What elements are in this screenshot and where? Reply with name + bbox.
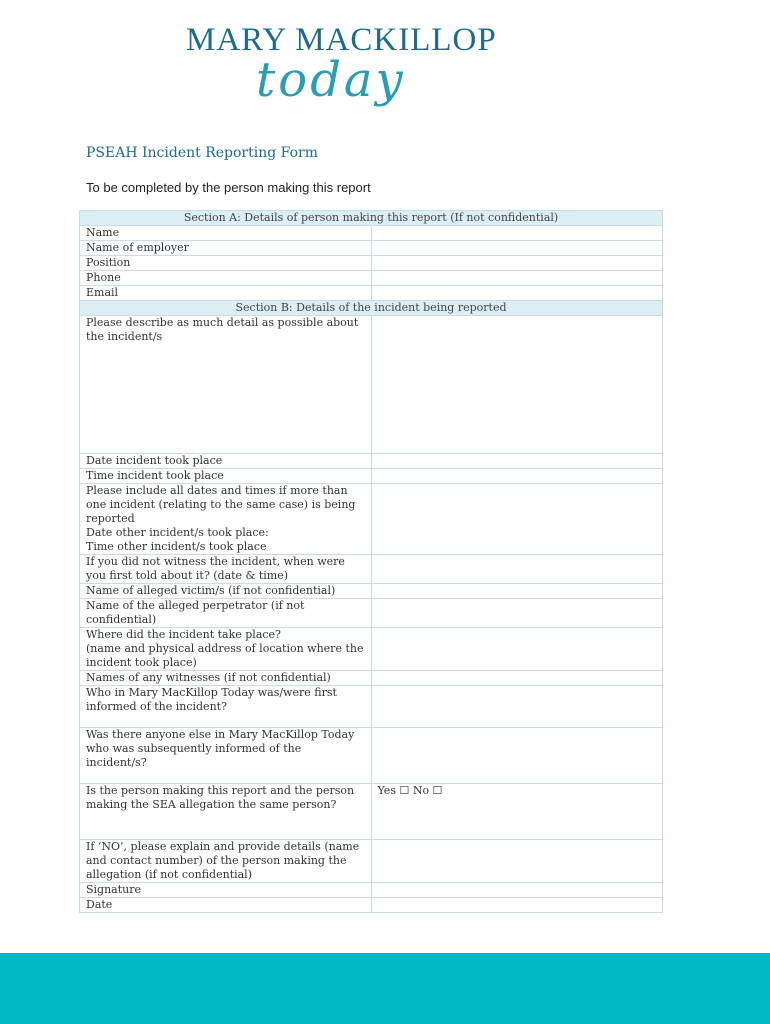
field-label: Was there anyone else in Mary MacKillop Today who was subsequently informed of the incident/s? bbox=[80, 728, 372, 784]
field-label: Name of the alleged perpetrator (if not confidential) bbox=[80, 599, 372, 628]
field-label: If you did not witness the incident, when were you first told about it? (date & time) bbox=[80, 555, 372, 584]
same-person-checkboxes[interactable]: Yes ☐ No ☐ bbox=[371, 784, 663, 840]
incident-time-field[interactable] bbox=[371, 469, 663, 484]
subsequently-informed-field[interactable] bbox=[371, 728, 663, 784]
form-row bbox=[80, 898, 663, 913]
form-row bbox=[80, 555, 663, 584]
field-label: Please describe as much detail as possible about the incident/s bbox=[80, 316, 372, 454]
form-row bbox=[80, 484, 663, 555]
form-row bbox=[80, 241, 663, 256]
logo bbox=[0, 22, 770, 132]
other-incidents-field[interactable] bbox=[371, 484, 663, 555]
section-a-header: Section A: Details of person making this report (If not confidential) bbox=[80, 211, 663, 226]
name-field[interactable] bbox=[371, 226, 663, 241]
form-row bbox=[80, 628, 663, 671]
form-row bbox=[80, 883, 663, 898]
form-row bbox=[80, 584, 663, 599]
first-informed-field[interactable] bbox=[371, 686, 663, 728]
field-label: Name of alleged victim/s (if not confidential) bbox=[80, 584, 372, 599]
form-row bbox=[80, 671, 663, 686]
section-a-header-row bbox=[80, 211, 663, 226]
witnesses-field[interactable] bbox=[371, 671, 663, 686]
form-title: PSEAH Incident Reporting Form bbox=[86, 145, 318, 161]
logo-script: today bbox=[256, 52, 406, 108]
field-label: Please include all dates and times if more than one incident (relating to the same case) is being reported Date other incident/s took place: Time other incident/s took place bbox=[80, 484, 372, 555]
field-label: Date incident took place bbox=[80, 454, 372, 469]
form-subtitle: To be completed by the person making this report bbox=[86, 180, 371, 195]
field-label: Phone bbox=[80, 271, 372, 286]
field-label: Position bbox=[80, 256, 372, 271]
field-label: Who in Mary MacKillop Today was/were first informed of the incident? bbox=[80, 686, 372, 728]
position-field[interactable] bbox=[371, 256, 663, 271]
form-row bbox=[80, 286, 663, 301]
field-label: Name of employer bbox=[80, 241, 372, 256]
first-told-field[interactable] bbox=[371, 555, 663, 584]
incident-date-field[interactable] bbox=[371, 454, 663, 469]
employer-field[interactable] bbox=[371, 241, 663, 256]
incident-description-field[interactable] bbox=[371, 316, 663, 454]
field-label: Names of any witnesses (if not confidential) bbox=[80, 671, 372, 686]
email-field[interactable] bbox=[371, 286, 663, 301]
form-row bbox=[80, 256, 663, 271]
field-label: If ‘NO’, please explain and provide details (name and contact number) of the person making the allegation (if not confidential) bbox=[80, 840, 372, 883]
logo-wordmark: MARY MACKILLOP bbox=[186, 22, 497, 58]
incident-form-table bbox=[79, 210, 663, 913]
form-row bbox=[80, 226, 663, 241]
field-label: Is the person making this report and the person making the SEA allegation the same person? bbox=[80, 784, 372, 840]
field-label: Signature bbox=[80, 883, 372, 898]
field-label: Name bbox=[80, 226, 372, 241]
field-label: Time incident took place bbox=[80, 469, 372, 484]
phone-field[interactable] bbox=[371, 271, 663, 286]
form-row bbox=[80, 728, 663, 784]
date-field[interactable] bbox=[371, 898, 663, 913]
form-row bbox=[80, 686, 663, 728]
form-row bbox=[80, 840, 663, 883]
location-field[interactable] bbox=[371, 628, 663, 671]
form-row bbox=[80, 454, 663, 469]
field-label: Date bbox=[80, 898, 372, 913]
signature-field[interactable] bbox=[371, 883, 663, 898]
victim-name-field[interactable] bbox=[371, 584, 663, 599]
section-b-header-row bbox=[80, 301, 663, 316]
form-row bbox=[80, 599, 663, 628]
field-label: Email bbox=[80, 286, 372, 301]
perpetrator-name-field[interactable] bbox=[371, 599, 663, 628]
footer-bar bbox=[0, 953, 770, 1024]
form-row bbox=[80, 271, 663, 286]
form-row bbox=[80, 784, 663, 840]
field-label: Where did the incident take place? (name and physical address of location where the incident took place) bbox=[80, 628, 372, 671]
form-row bbox=[80, 316, 663, 454]
form-row bbox=[80, 469, 663, 484]
alleger-details-field[interactable] bbox=[371, 840, 663, 883]
section-b-header: Section B: Details of the incident being reported bbox=[80, 301, 663, 316]
